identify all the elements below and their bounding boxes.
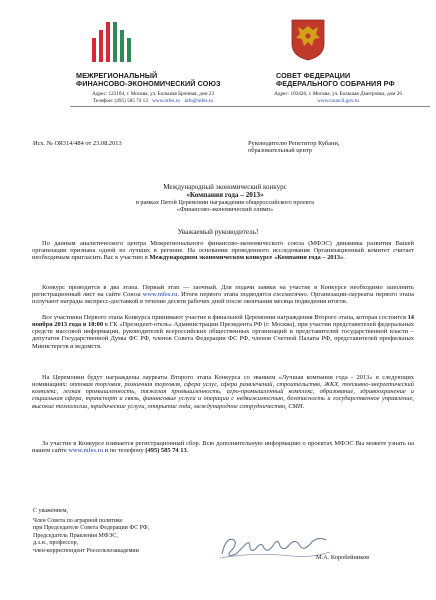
double-headed-eagle-icon bbox=[288, 14, 328, 62]
recipient bbox=[248, 140, 418, 154]
p4-end: . bbox=[302, 402, 305, 410]
paragraph-5 bbox=[32, 440, 414, 454]
p1-text: По данным аналитического центра Межрегионального финансово-экономического союза (МФЭС) динамика развития Вашей организации признана одной из лучших в регионе. На основании проведенного исследования Организационный комитет считает необходимым пригласить Вас к участию в bbox=[32, 240, 414, 262]
p5-phone: (495) 585 74 13 bbox=[145, 447, 187, 455]
left-org-site-link[interactable]: www.mfes.ru bbox=[152, 97, 181, 104]
outgoing-number: Исх. № ОЯ314/484 от 23.08.2013 bbox=[33, 140, 122, 147]
p2-text-a: Конкурс проводится в два этапа. Первый этап — заочный. Для подачи заявки на участие в Конкурсе необходимо заполнить регистрационный лист на сайте Союза bbox=[32, 284, 414, 299]
recipient-line1: Руководителю Репетитор Кубани, bbox=[248, 140, 340, 147]
p3-text-a: Все участники Первого этапа Конкурса принимают участие в финальной Церемонии награждения Второго этапа, которая состоится bbox=[42, 314, 408, 321]
left-org-phone: Телефон: (495) 585 74 13 bbox=[92, 97, 148, 104]
p2-text-b: . Итоги первого этапа подводятся bbox=[177, 291, 274, 299]
letter-body bbox=[32, 240, 414, 454]
signature-line5: д.э.н., профессор, bbox=[33, 540, 79, 547]
letter-heading bbox=[80, 183, 370, 213]
paragraph-4 bbox=[32, 374, 414, 440]
russian-emblem bbox=[288, 14, 328, 62]
left-letterhead-rule bbox=[70, 106, 248, 107]
recipient-line2: образовательный центр bbox=[248, 147, 312, 155]
right-letterhead-rule bbox=[248, 106, 430, 107]
heading-line3: в рамках Пятой Церемонии награждения общероссийского проекта bbox=[135, 199, 315, 206]
left-org-name-line2: ФИНАНСОВО-ЭКОНОМИЧЕСКИЙ СОЮЗ bbox=[76, 79, 221, 88]
p5-text-b: и по телефону bbox=[102, 447, 146, 455]
p3-bold-date: 14 ноября 2013 года в 18:00 bbox=[32, 314, 414, 329]
signature-line3: при Председателе Совета Федерации ФС РФ, bbox=[33, 525, 150, 532]
p3-text-b: в ГК «Президент-отель» Администрации Президента РФ (г. Москва), при участии представителей федеральных средств массовой информации, руководителей всероссийских общественных организаций и представителей государственной власти – депутатов Государственной Думы ФС РФ, членов Совета Федерации ФС РФ, членов Счетной Палаты РФ, представителей профильных Министерств и ведомств. bbox=[32, 321, 414, 350]
heading-line1: Международный экономический конкурс bbox=[163, 183, 287, 191]
p5-site-link[interactable]: www.mfes.ru bbox=[68, 447, 103, 455]
right-org-site-link[interactable]: www.council.gov.ru bbox=[317, 97, 359, 104]
right-org-address: Адрес: 103426, г. Москва, ул. Большая Дмитровка, дом 26 bbox=[274, 91, 402, 97]
mfes-logo-icon bbox=[88, 18, 134, 64]
p2-italic: ежемесячно bbox=[273, 291, 307, 299]
p2-site-link[interactable]: www.mfes.ru bbox=[142, 291, 178, 299]
left-org-email-link[interactable]: info@mfes.ru bbox=[184, 97, 214, 104]
signature-block bbox=[33, 508, 233, 556]
left-org-name bbox=[76, 72, 226, 88]
right-org-name-line2: ФЕДЕРАЛЬНОГО СОБРАНИЯ РФ bbox=[276, 79, 395, 88]
p1-end: . bbox=[343, 254, 345, 262]
p4-text-a: На Церемонии будут награждены лауреаты Второго этапа Конкурса со званием «Лучшая компания года - 2013» в следующих номинациях: bbox=[32, 374, 414, 389]
p2-text-c: . Организации-лауреаты первого этапа получают награды экспресс-доставкой в течение десяти рабочих дней после окончания месяца подведения итогов. bbox=[32, 291, 414, 306]
right-org-contacts bbox=[244, 91, 432, 104]
greeting: Уважаемый руководитель! bbox=[177, 228, 259, 236]
signature-line2: Член Совета по аграрной политике bbox=[33, 517, 123, 524]
p1-bold: Международном экономическом конкурсе «Компания года – 2013» bbox=[149, 254, 344, 262]
left-org-address: Адрес: 123104, г. Москва, ул. Большая Бронная, дом 23 bbox=[92, 91, 214, 97]
signature-line4: Председатель Правления МФЭС, bbox=[33, 532, 118, 539]
paragraph-2 bbox=[32, 284, 414, 314]
p5-text-a: За участие в Конкурсе взимается регистрационный сбор. Всю дополнительную информацию о проектах МФЭС Вы можете узнать на нашем сайте bbox=[32, 440, 414, 455]
right-org-name-line1: СОВЕТ ФЕДЕРАЦИИ bbox=[276, 71, 351, 80]
left-org-contact-line bbox=[63, 98, 243, 105]
heading-line4: «Финансово-экономический олимп» bbox=[176, 206, 274, 213]
p4-nominations: оптовая торговля, розничная торговля, сфера услуг, сфера развлечений, строительство, ЖКХ, топливно-энергетический комплекс, легкая промышленность, тяжелая промышленность, агро-промышленный комплекс, образование, здравоохранение и социальная сфера, транспорт и связь, финансовые услуги и операции с недвижимостью, безопасность и государственное управление, высокие технологии, юридические услуги, открытие года, международное сотрудничество, СМИ bbox=[32, 381, 414, 410]
left-org-contacts bbox=[63, 91, 243, 104]
left-org-name-line1: МЕЖРЕГИОНАЛЬНЫЙ bbox=[76, 71, 158, 80]
right-org-name bbox=[276, 72, 426, 88]
paragraph-1 bbox=[32, 240, 414, 284]
p5-end: . bbox=[186, 447, 189, 455]
heading-line2: «Компания года – 2013» bbox=[186, 191, 264, 199]
paragraph-3 bbox=[32, 314, 414, 374]
signature-line6: член-корреспондент Россельхозакадемии bbox=[33, 547, 139, 554]
signer-name: М.А. Коробейников bbox=[316, 554, 370, 561]
signature-line1: С уважением, bbox=[33, 508, 69, 514]
mfes-logo bbox=[88, 18, 134, 64]
